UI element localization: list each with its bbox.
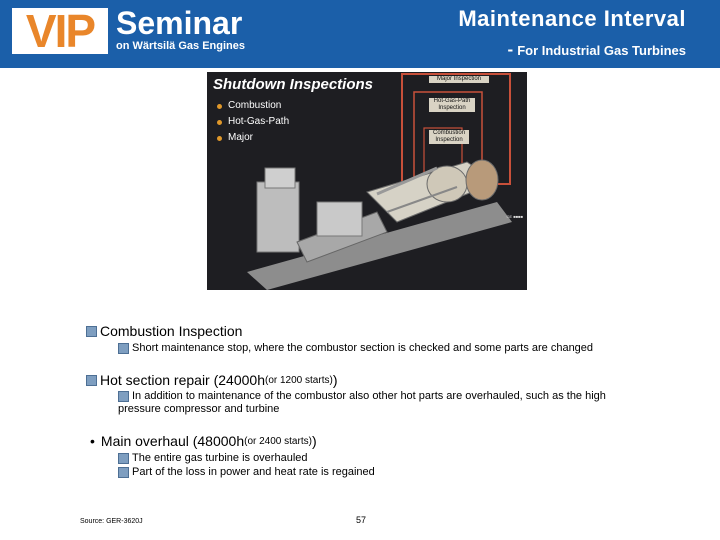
turbine-illustration — [207, 72, 527, 290]
figure-item-label: Combustion — [228, 100, 282, 111]
bullet-dot-icon — [217, 104, 222, 109]
generator-housing — [317, 202, 362, 236]
bullet-square-icon — [118, 343, 129, 354]
slide-title: Maintenance Interval — [458, 6, 686, 31]
bullet-square-icon — [118, 453, 129, 464]
bullet-text: Hot section repair (24000h — [100, 372, 265, 388]
bullet-square-icon — [86, 375, 97, 386]
bullet-detail-text: In addition to maintenance of the combustor also other hot parts are overhauled, such as the high pressure compressor and turbine — [118, 390, 606, 415]
figure-item-major — [217, 130, 289, 146]
slide-subtitle — [508, 40, 686, 60]
figure-title: Shutdown Inspections — [213, 76, 373, 93]
subtitle-dash: - — [507, 40, 514, 59]
figure-item-combustion — [217, 98, 289, 114]
bullet-detail — [118, 466, 375, 478]
figure-credit: GE ■■■■ — [506, 214, 523, 219]
source-note: Source: GER-3620J — [80, 518, 143, 525]
bullet-detail — [118, 452, 308, 464]
bullet-detail-text: Short maintenance stop, where the combustor section is checked and some parts are changed — [132, 342, 594, 354]
bullet-small-text: (or 1200 starts) — [265, 374, 333, 386]
inlet-housing — [257, 182, 299, 252]
figure-item-label: Major — [228, 132, 254, 143]
bullet-square-icon — [118, 391, 129, 402]
figure-item-hot-gas-path — [217, 114, 289, 130]
bullet-hot-section-repair — [86, 372, 337, 388]
brand-title: Seminar — [116, 5, 243, 41]
bullet-square-icon — [86, 326, 97, 337]
bullet-small-text: (or 2400 starts) — [244, 435, 312, 447]
bullet-detail-text: The entire gas turbine is overhauled — [132, 452, 308, 464]
figure-list — [217, 98, 289, 146]
bullet-detail — [118, 342, 593, 354]
bullet-dot: • — [90, 433, 95, 449]
header-bar — [0, 0, 720, 68]
logo-text: VIP — [25, 5, 95, 57]
label-hot-gas-path-inspection: Hot-Gas-Path Inspection — [429, 98, 475, 112]
bullet-detail — [118, 390, 638, 416]
page-number: 57 — [356, 515, 367, 525]
label-major-inspection: Major Inspection — [429, 76, 489, 83]
label-combustion-inspection: Combustion Inspection — [429, 130, 469, 144]
bullet-text-end: ) — [332, 372, 338, 388]
bullet-text-end: ) — [311, 433, 317, 449]
bullet-dot-icon — [217, 120, 222, 125]
inlet-top — [265, 168, 295, 188]
figure-item-label: Hot-Gas-Path — [228, 116, 290, 127]
bullet-text: Main overhaul (48000h — [100, 433, 245, 449]
bullet-detail-text: Part of the loss in power and heat rate is regained — [132, 466, 375, 478]
bullet-square-icon — [118, 467, 129, 478]
bullet-dot-icon — [217, 136, 222, 141]
bullet-text: Combustion Inspection — [100, 323, 243, 339]
bullet-main-overhaul — [90, 433, 317, 449]
vip-logo — [12, 5, 108, 57]
subtitle-text: For Industrial Gas Turbines — [517, 43, 686, 58]
bullet-combustion-inspection — [86, 323, 242, 339]
brand-subtitle: on Wärtsilä Gas Engines — [116, 40, 245, 52]
exhaust-section — [466, 160, 498, 200]
